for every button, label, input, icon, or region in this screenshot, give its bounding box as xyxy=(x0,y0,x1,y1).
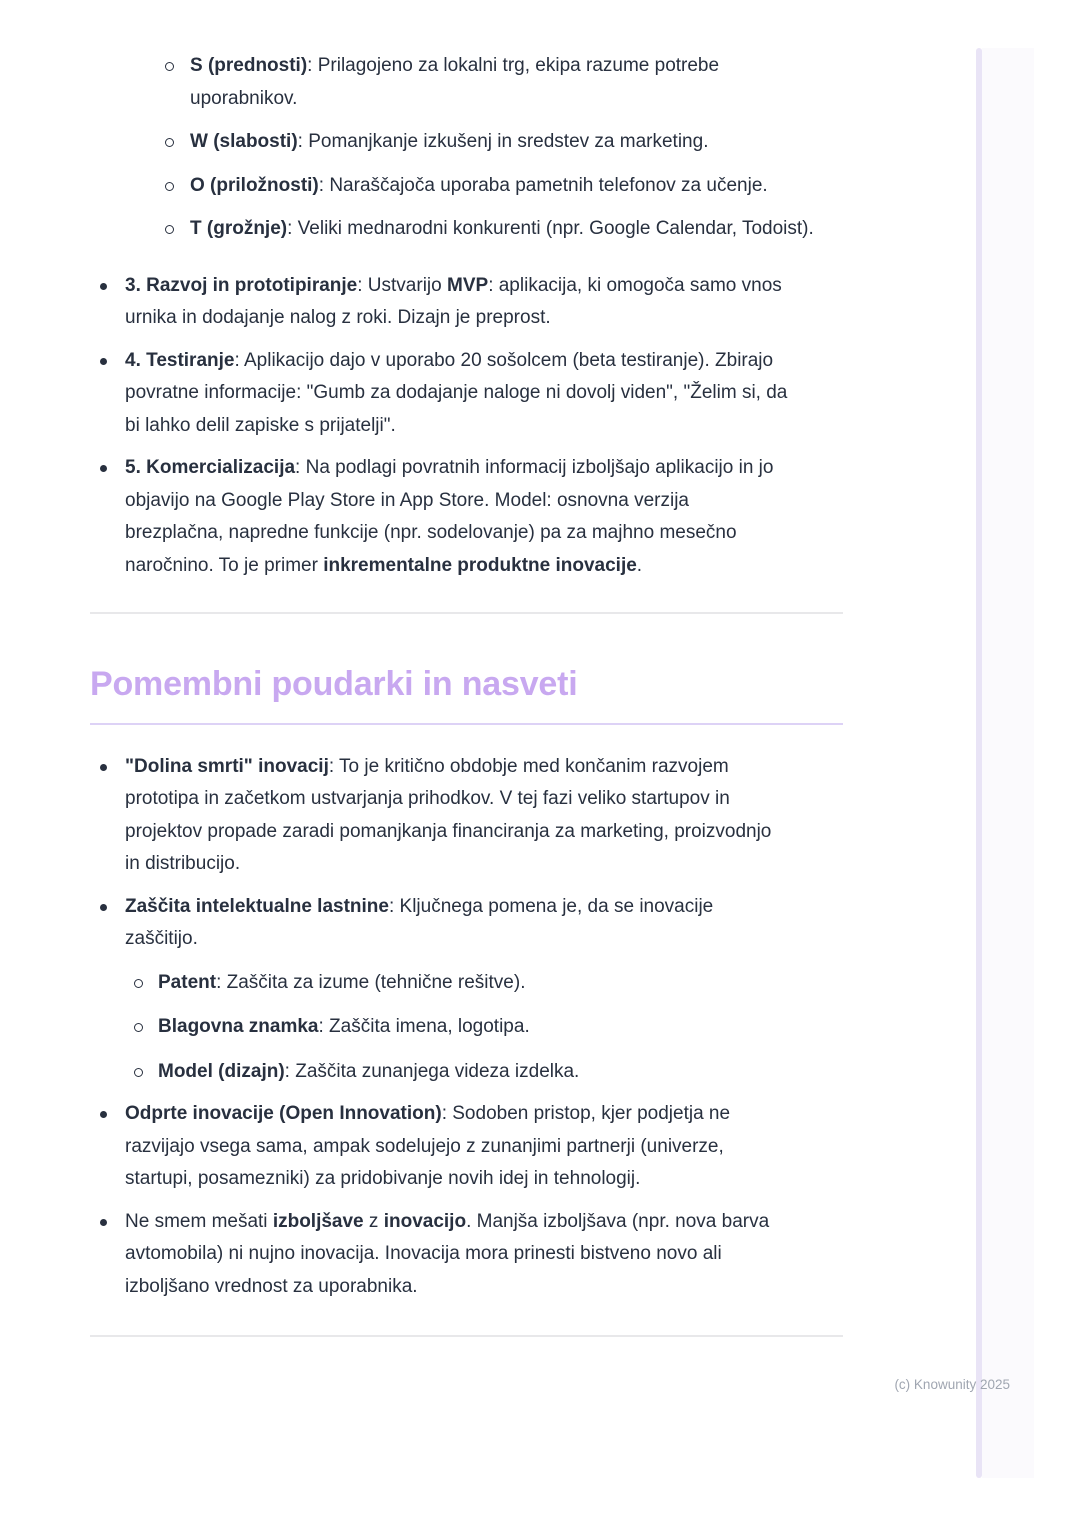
list-item-text: S (prednosti): Prilagojeno za lokalni trg, ekipa razume potrebe uporabnikov. xyxy=(190,55,720,109)
list-item-text: T (grožnje): Veliki mednarodni konkurenti (npr. Google Calendar, Todoist). xyxy=(190,218,814,239)
list-item-text: Model (dizajn): Zaščita zunanjega videza izdelka. xyxy=(158,1060,580,1082)
list-item-text: 3. Razvoj in prototipiranje: Ustvarijo MVP: aplikacija, ki omogoča samo vnos urnika in dodajanje nalog z roki. Dizajn je preprost. xyxy=(125,274,782,328)
list-item-text: "Dolina smrti" inovacij: To je kritično obdobje med končanim razvojem prototipa in začetkom ustvarjanja prihodkov. V tej fazi veliko startupov in projektov propade zaradi pomanjkanja financiranja za marketing, proizvodnjo in distribucijo. xyxy=(125,755,772,875)
section-divider-top xyxy=(90,612,843,614)
section-divider-bottom xyxy=(90,1335,843,1337)
list-item xyxy=(90,126,830,159)
nested-sublist xyxy=(125,967,790,1089)
list-item-text: 5. Komercializacija: Na podlagi povratnih informacij izboljšajo aplikacijo in jo objavijo na Google Play Store in App Store. Model: osnovna verzija brezplačna, napredne funkcije (npr. sodelovanje) pa za majhno mesečno naročnino. To je primer inkrementalne produktne inovacije. xyxy=(125,457,774,576)
list-item xyxy=(90,213,830,246)
list-item xyxy=(90,170,830,203)
list-item-text: O (priložnosti): Naraščajoča uporaba pametnih telefonov za učenje. xyxy=(190,174,768,196)
list-item xyxy=(90,891,790,1089)
list-item xyxy=(90,452,790,582)
section-heading: Pomembni poudarki in nasveti xyxy=(90,665,578,703)
list-item xyxy=(90,270,790,335)
list-item-text: Blagovna znamka: Zaščita imena, logotipa. xyxy=(158,1016,530,1038)
heading-underline xyxy=(90,723,843,725)
list-item-text: 4. Testiranje: Aplikacijo dajo v uporabo 20 sošolcem (beta testiranje). Zbirajo povratne informacije: "Gumb za dodajanje naloge ni dovolj viden", "Želim si, da bi lahko delil zapiske s prijatelji". xyxy=(125,349,788,436)
list-item xyxy=(90,1206,790,1304)
innovation-process-list xyxy=(90,270,940,583)
list-item-text: W (slabosti): Pomanjkanje izkušenj in sredstev za marketing. xyxy=(190,131,709,152)
list-item-text: Odprte inovacije (Open Innovation): Sodoben pristop, kjer podjetja ne razvijajo vsega sama, ampak sodelujejo z zunanjimi partnerji (univerze, startupi, posamezniki) za pridobivanje novih idej in tehnologij. xyxy=(125,1103,731,1190)
list-item xyxy=(125,1056,790,1089)
list-item xyxy=(125,1011,790,1044)
list-item-text: Patent: Zaščita za izume (tehnične rešitve). xyxy=(158,971,526,993)
swot-sublist xyxy=(90,50,940,246)
list-item-text: Zaščita intelektualne lastnine: Ključnega pomena je, da se inovacije zaščitijo. xyxy=(125,895,714,950)
list-item-text: Ne smem mešati izboljšave z inovacijo. Manjša izboljšava (npr. nova barva avtomobila) ni nujno inovacija. Inovacija mora prinesti bistveno novo ali izboljšano vrednost za uporabnika. xyxy=(125,1210,770,1297)
side-accent-bar xyxy=(976,48,982,1478)
copyright-text: (c) Knowunity 2025 xyxy=(894,1377,1010,1393)
list-item xyxy=(125,967,790,1000)
list-item xyxy=(90,1098,790,1196)
side-accent-wash xyxy=(982,48,1034,1478)
list-item xyxy=(90,751,790,881)
tips-list xyxy=(90,751,940,1304)
page-footer xyxy=(90,1377,1010,1392)
list-item xyxy=(90,50,830,115)
list-item xyxy=(90,345,790,443)
